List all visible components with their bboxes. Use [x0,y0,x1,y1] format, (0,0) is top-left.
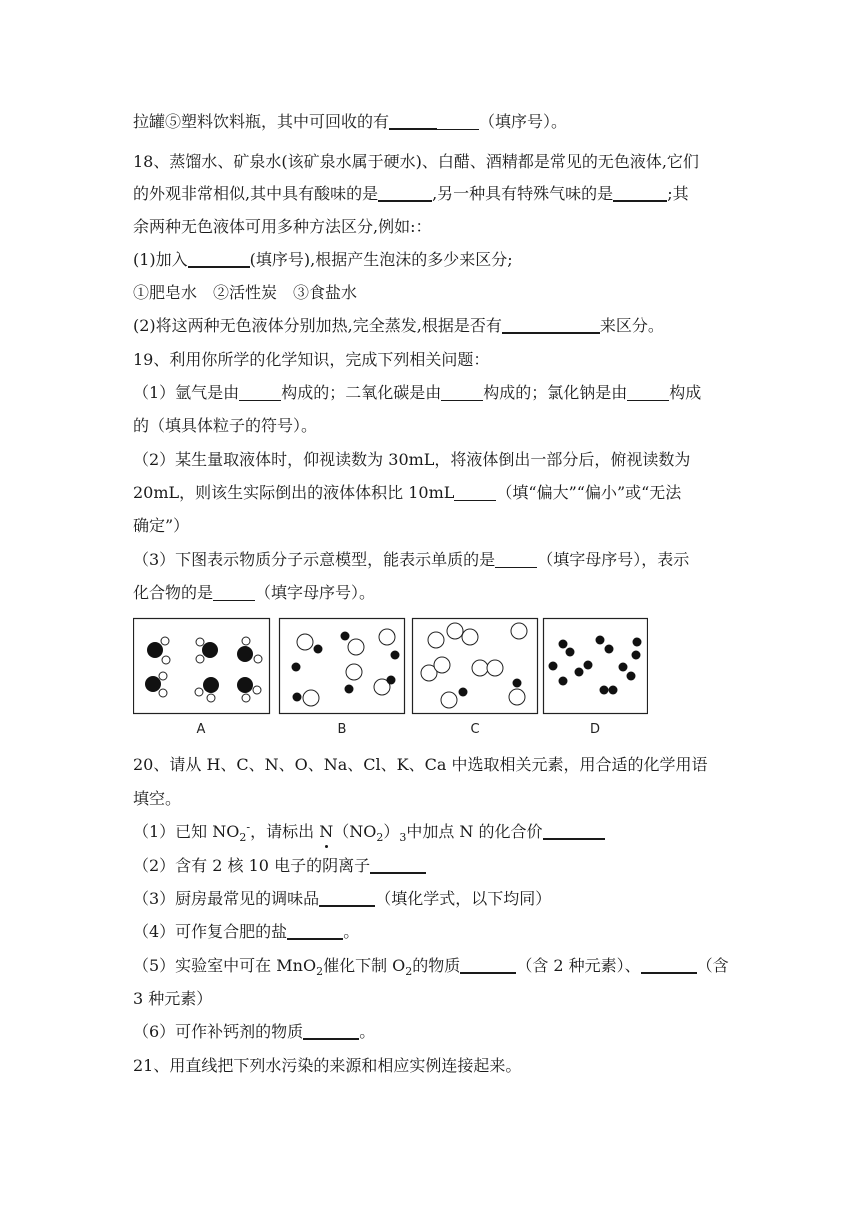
q19-line-6: 确定”） [133,516,190,535]
q18-options: ①肥皂水 ②活性炭 ③食盐水 [133,283,358,302]
answer-blank[interactable] [188,250,250,268]
dotted-n: N [319,822,334,841]
model-box-b [280,619,405,714]
q20-line-1: 20、请从 H、C、N、O、Na、Cl、K、Ca 中选取相关元素，用合适的化学用语 [133,755,708,774]
answer-blank[interactable] [370,856,426,874]
q19-line-5: 20mL，则该生实际倒出的液体体积比 10mL （填“偏大”“偏小”或“无法 [133,483,682,502]
q20-line-4: （2）含有 2 核 10 电子的阴离子 [133,856,426,876]
q18-line-2: 的外观非常相似,其中具有酸味的是 ,另一种具有特殊气味的是 ;其 [133,184,689,203]
model-box-d [544,619,648,714]
answer-blank[interactable] [437,113,479,130]
q18-line-4: (1)加入 (填序号),根据产生泡沫的多少来区分; [133,250,513,269]
molecule-model-diagram [133,617,648,742]
q19-line-7: （3）下图表示物质分子示意模型，能表示单质的是 （填字母序号），表示 [133,550,690,569]
answer-blank[interactable] [627,384,669,401]
answer-blank[interactable] [460,956,516,974]
answer-blank[interactable] [287,922,343,940]
label-a: A [196,722,206,737]
answer-blank[interactable] [495,551,537,568]
q19-line-1: 19、利用你所学的化学知识，完成下列相关问题： [133,350,490,369]
answer-blank[interactable] [378,184,432,202]
answer-blank[interactable] [213,584,255,601]
q17-tail-line: 拉罐⑤塑料饮料瓶，其中可回收的有 （填序号）。 [133,112,568,131]
q19-line-3: 的（填具体粒子的符号）。 [133,416,318,435]
q19-line-8: 化合物的是 （填字母序号）。 [133,583,376,602]
answer-blank[interactable] [303,1022,359,1040]
answer-blank[interactable] [613,184,667,202]
answer-blank[interactable] [389,112,437,130]
q19-line-4: （2）某生量取液体时，仰视读数为 30mL，将液体倒出一部分后，俯视读数为 [133,450,691,469]
model-box-a [134,619,270,714]
model-box-c [413,619,538,714]
q20-line-9: （6）可作补钙剂的物质 。 [133,1022,376,1041]
q20-line-5: （3）厨房最常见的调味品 （填化学式，以下均同） [133,889,552,908]
q19-line-2: （1）氩气是由 构成的；二氧化碳是由 构成的；氯化钠是由 构成 [133,383,702,402]
q18-line-6: (2)将这两种无色液体分别加热,完全蒸发,根据是否有 来区分。 [133,316,664,335]
answer-blank[interactable] [502,316,600,334]
q17-text: 拉罐⑤塑料饮料瓶，其中可回收的有 [133,112,390,131]
answer-blank[interactable] [543,822,605,840]
q20-line-6: （4）可作复合肥的盐 。 [133,922,360,941]
label-d: D [589,722,601,737]
label-b: B [337,722,347,737]
q20-line-8: 3 种元素） [133,989,213,1008]
q21-line-1: 21、用直线把下列水污染的来源和相应实例连接起来。 [133,1056,522,1075]
answer-blank[interactable] [239,384,281,401]
answer-blank[interactable] [441,384,483,401]
q20-line-7: （5）实验室中可在 MnO$_2$催化下制 $O_2$的物质 （含 2 种元素）、 （含 [133,956,729,979]
label-c: C [470,722,480,737]
q20-line-3: （1）已知 $NO_2^-$，请标出 $N(NO_2)_3$中加点 N 的化合价 [133,822,605,842]
answer-blank[interactable] [319,889,375,907]
answer-blank[interactable] [454,484,496,501]
q20-line-2: 填空。 [133,789,182,808]
q18-line-1: 18、蒸馏水、矿泉水(该矿泉水属于硬水)、白醋、酒精都是常见的无色液体,它们 [133,152,699,171]
q18-line-3: 余两种无色液体可用多种方法区分,例如:： [133,217,432,236]
answer-blank[interactable] [641,956,697,974]
